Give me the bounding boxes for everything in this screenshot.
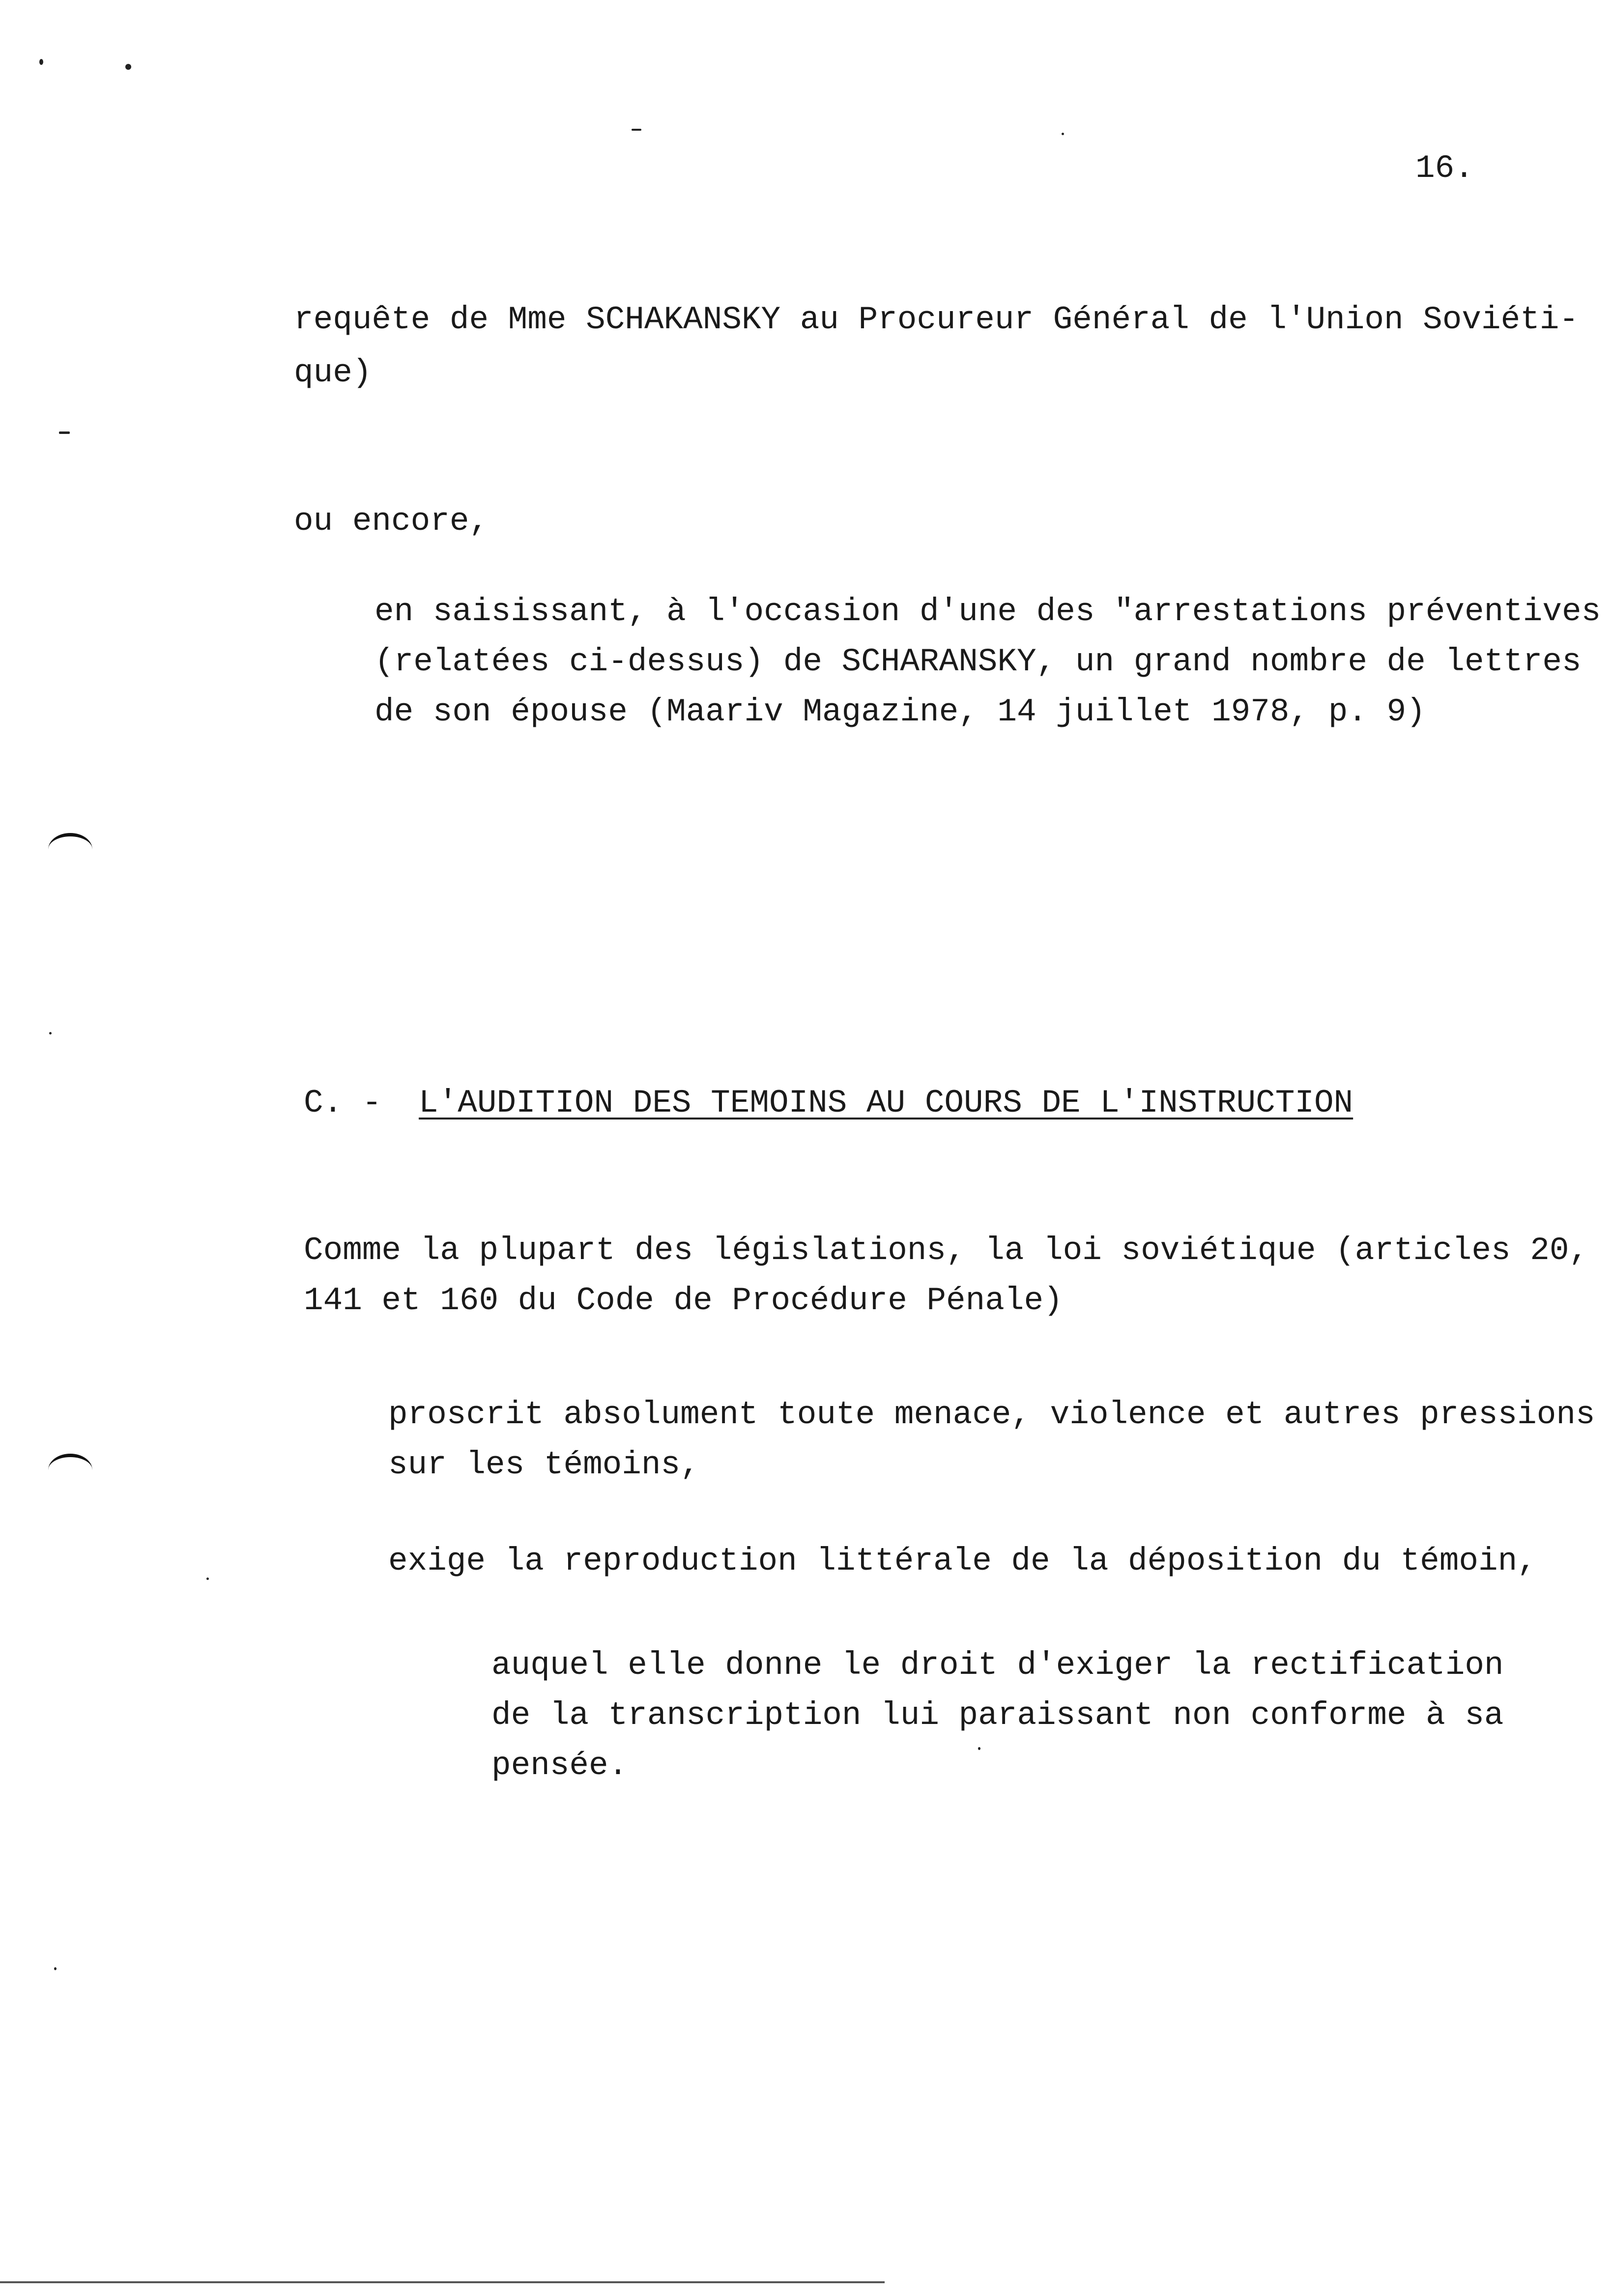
indented-line: proscrit absolument toute menace, violence et autres pressions: [388, 1396, 1595, 1433]
scan-speck: [1062, 133, 1064, 135]
section-title: L'AUDITION DES TEMOINS AU COURS DE L'INSTRUCTION: [419, 1085, 1353, 1121]
section-prefix: C. -: [304, 1085, 382, 1121]
scan-speck: [39, 59, 43, 65]
indented-line: (relatées ci-dessus) de SCHARANSKY, un grand nombre de lettres: [374, 643, 1582, 680]
scan-edge-line: [0, 2281, 885, 2283]
punch-hole-mark: [48, 1454, 92, 1487]
indented-line: en saisissant, à l'occasion d'une des "arrestations préventives: [374, 593, 1601, 630]
body-line: ou encore,: [294, 503, 489, 540]
scan-speck: [54, 1967, 57, 1970]
indented-line: exige la reproduction littérale de la déposition du témoin,: [388, 1543, 1537, 1579]
page-number: 16.: [1415, 150, 1474, 187]
sub-indented-line: auquel elle donne le droit d'exiger la rectification: [491, 1647, 1504, 1684]
body-line: que): [294, 354, 372, 391]
scan-speck: [206, 1578, 209, 1580]
scan-speck: [632, 129, 641, 131]
scan-speck: [49, 1032, 52, 1034]
body-line: requête de Mme SCHAKANSKY au Procureur Général de l'Union Soviéti-: [294, 301, 1579, 338]
sub-indented-line: de la transcription lui paraissant non conforme à sa: [491, 1697, 1504, 1734]
indented-line: sur les témoins,: [388, 1446, 700, 1483]
indented-line: de son épouse (Maariv Magazine, 14 juillet 1978, p. 9): [374, 693, 1426, 730]
sub-indented-line: pensée.: [491, 1747, 628, 1784]
scan-speck: [59, 431, 70, 434]
scan-speck: [978, 1747, 980, 1750]
punch-hole-mark: [48, 833, 92, 866]
body-line: Comme la plupart des législations, la loi soviétique (articles 20,: [304, 1232, 1589, 1269]
section-heading: [304, 1087, 1353, 1119]
body-line: 141 et 160 du Code de Procédure Pénale): [304, 1282, 1063, 1319]
scan-speck: [125, 64, 131, 70]
